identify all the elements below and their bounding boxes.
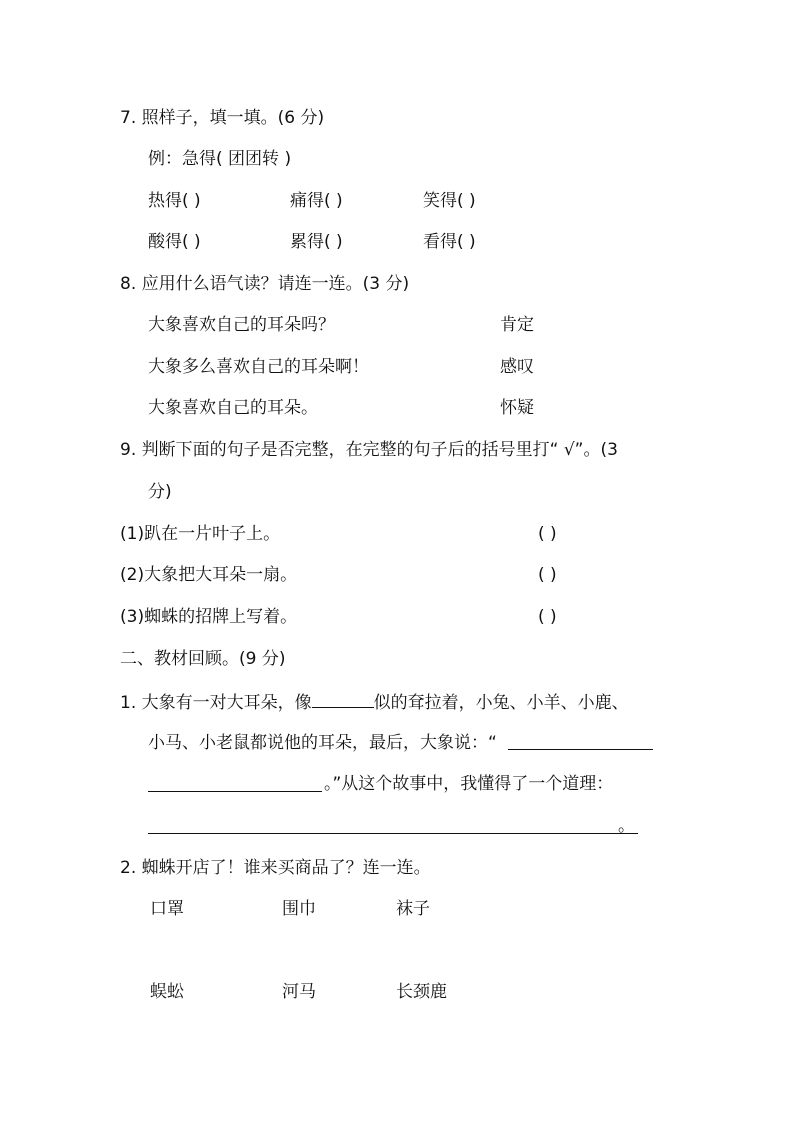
s2q1-line2-text: 小马、小老鼠都说他的耳朵，最后，大象说：“ [148, 733, 497, 753]
q7-r2-a: 酸得( ) [148, 232, 201, 252]
s2q1-blank-1[interactable] [312, 689, 374, 708]
s2q1-line4-end: 。 [618, 816, 635, 836]
q9-bracket-2[interactable]: ( ) [538, 565, 557, 585]
section-title: 二、教材回顾。(9 分) [120, 649, 286, 669]
s2q1-line3: 。”从这个故事中，我懂得了一个道理： [324, 774, 614, 794]
q8-stem: 8. 应用什么语气读？请连一连。(3 分) [120, 274, 410, 294]
q7-r2-b: 累得( ) [290, 232, 343, 252]
goods-item-1: 口罩 [150, 899, 184, 919]
q9-item-3: (3)蜘蛛的招牌上写着。 [120, 607, 298, 627]
q8-right-2: 感叹 [500, 357, 534, 377]
s2q2-stem: 2. 蜘蛛开店了！谁来买商品了？连一连。 [120, 858, 431, 878]
q8-left-2: 大象多么喜欢自己的耳朵啊！ [148, 357, 369, 377]
q8-right-3: 怀疑 [500, 398, 534, 418]
s2q1-line1 [120, 689, 629, 715]
q7-r1-c: 笑得( ) [423, 191, 476, 211]
goods-item-3: 袜子 [396, 899, 430, 919]
buyer-item-3: 长颈鹿 [396, 982, 447, 1002]
q7-r1-b: 痛得( ) [290, 191, 343, 211]
goods-item-2: 围巾 [282, 899, 316, 919]
q8-left-3: 大象喜欢自己的耳朵。 [148, 398, 318, 418]
buyer-item-1: 蜈蚣 [150, 982, 184, 1002]
q8-right-1: 肯定 [500, 315, 534, 335]
s2q1-line2 [148, 731, 497, 755]
q8-left-1: 大象喜欢自己的耳朵吗？ [148, 315, 335, 335]
s2q1-blank-2[interactable] [508, 749, 653, 750]
q9-item-1: (1)趴在一片叶子上。 [120, 524, 281, 544]
q7-r2-c: 看得( ) [423, 232, 476, 252]
q9-bracket-1[interactable]: ( ) [538, 524, 557, 544]
s2q1-line1-a: 1. 大象有一对大耳朵，像 [120, 693, 312, 713]
q7-example: 例：急得( 团团转 ) [148, 149, 292, 169]
q7-r1-a: 热得( ) [148, 191, 201, 211]
q9-stem-line1: 9. 判断下面的句子是否完整，在完整的句子后的括号里打“ √”。(3 [120, 440, 618, 460]
s2q1-blank-3[interactable] [148, 791, 322, 792]
q9-bracket-3[interactable]: ( ) [538, 607, 557, 627]
s2q1-blank-4[interactable] [148, 833, 638, 834]
q7-stem: 7. 照样子，填一填。(6 分) [120, 108, 325, 128]
s2q1-line1-b: 似的耷拉着，小兔、小羊、小鹿、 [373, 693, 629, 713]
buyer-item-2: 河马 [282, 982, 316, 1002]
q9-stem-line2: 分) [148, 482, 172, 502]
q9-item-2: (2)大象把大耳朵一扇。 [120, 565, 298, 585]
